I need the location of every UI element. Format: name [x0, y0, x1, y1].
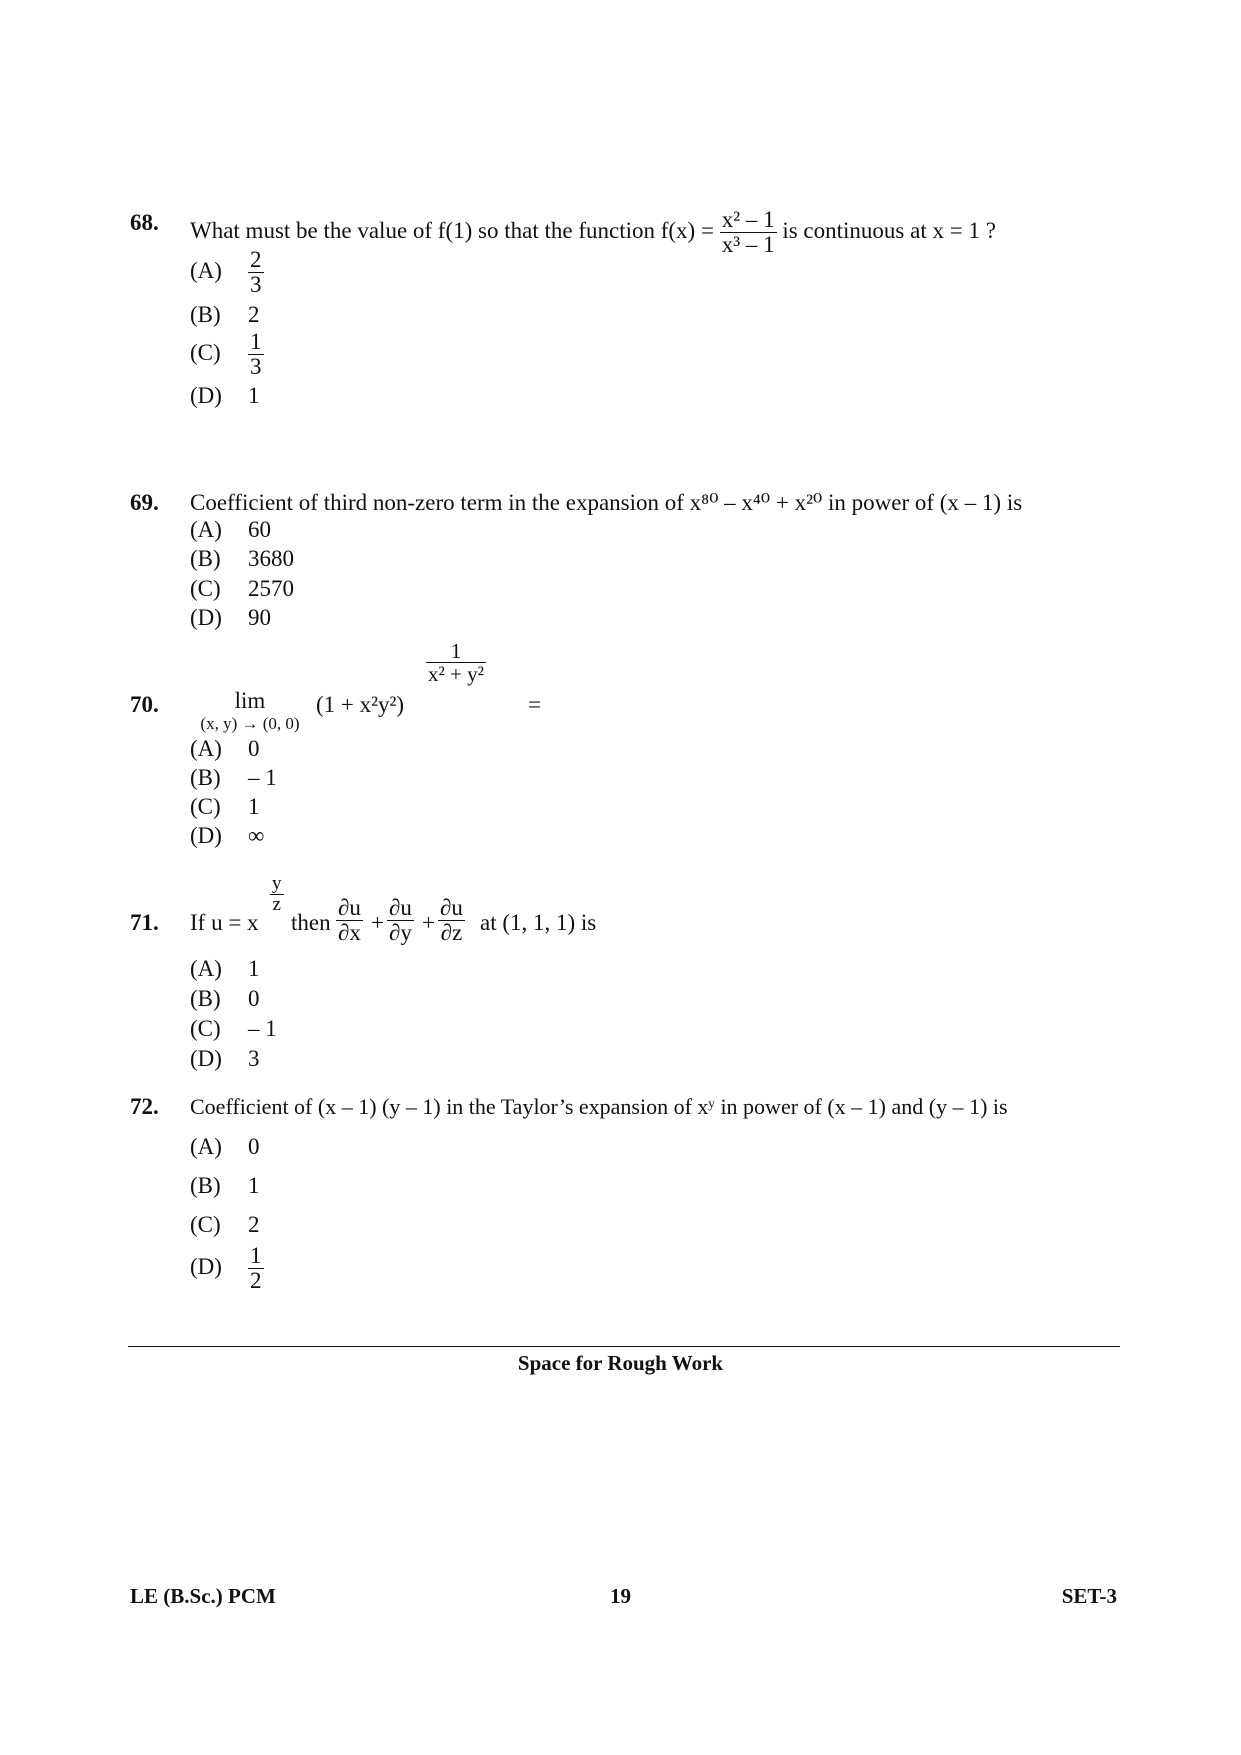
option-a — [190, 736, 260, 762]
stem-fraction — [720, 208, 777, 257]
option-a — [190, 956, 260, 982]
option-c — [190, 576, 294, 602]
partial-numerator: ∂u — [338, 895, 361, 920]
question-stem — [190, 208, 996, 257]
option-text: 2 — [248, 302, 260, 327]
stem-text-continued: at (1, 1, 1) is — [480, 910, 597, 935]
fraction-denominator: 2 — [250, 1268, 262, 1294]
option-text: 0 — [248, 986, 260, 1011]
option-text: 2570 — [248, 576, 294, 601]
option-text: ∞ — [248, 823, 265, 848]
option-text: – 1 — [248, 765, 277, 790]
option-b — [190, 302, 260, 328]
option-text: 1 — [248, 794, 260, 819]
partial-numerator: ∂u — [389, 895, 412, 920]
partial-y — [387, 896, 414, 945]
footer-left: LE (B.Sc.) PCM — [130, 1584, 276, 1608]
option-label: (D) — [190, 605, 222, 630]
option-label: (C) — [190, 339, 221, 365]
question-number: 70. — [130, 692, 159, 717]
stem-then: then — [291, 910, 331, 935]
exponent-denominator: x² + y² — [428, 662, 484, 687]
plus-sign: + — [422, 910, 435, 935]
rough-work-divider — [128, 1346, 1120, 1347]
option-label: (A) — [190, 1134, 222, 1159]
option-label: (D) — [190, 823, 222, 848]
exponent-numerator: 1 — [426, 640, 486, 663]
option-text: 1 — [248, 1173, 260, 1198]
option-label: (D) — [190, 383, 222, 408]
question-number: 71. — [130, 910, 159, 935]
option-a — [190, 1134, 260, 1160]
fraction-denominator: 3 — [250, 354, 262, 380]
option-c — [190, 1016, 277, 1042]
option-label: (D) — [190, 1046, 222, 1071]
question-number: 68. — [130, 210, 159, 235]
question-number: 72. — [130, 1094, 159, 1119]
partial-denominator: ∂x — [338, 920, 361, 946]
question-stem — [190, 874, 790, 944]
partial-denominator: ∂z — [440, 920, 463, 946]
option-text: 90 — [248, 605, 271, 630]
option-b — [190, 1173, 260, 1199]
limit-subscript: (x, y) → (0, 0) — [200, 714, 300, 733]
stem-if-text: If u = x — [190, 910, 259, 935]
option-c — [190, 794, 260, 820]
option-label: (B) — [190, 1173, 221, 1198]
option-label: (B) — [190, 986, 221, 1011]
option-d — [190, 1244, 264, 1293]
option-label: (A) — [190, 257, 222, 283]
question-stem: Coefficient of (x – 1) (y – 1) in the Taylor’s expansion of xʸ in power of (x – 1) and (y – 1) is — [190, 1094, 1008, 1119]
option-label: (B) — [190, 302, 221, 327]
option-a — [190, 517, 271, 543]
option-label: (A) — [190, 956, 222, 981]
option-label: (B) — [190, 546, 221, 571]
power-numerator: y — [272, 873, 282, 894]
limit-expression: (1 + x²y²) — [316, 692, 405, 717]
question-number: 69. — [130, 490, 159, 515]
option-fraction — [248, 1244, 264, 1293]
option-b — [190, 986, 260, 1012]
equals-sign: = — [528, 692, 541, 717]
option-a — [190, 248, 264, 297]
option-label: (A) — [190, 736, 222, 761]
option-fraction — [248, 248, 264, 297]
stem-if — [190, 910, 259, 936]
option-label: (D) — [190, 1253, 222, 1279]
page-number: 19 — [610, 1584, 631, 1608]
question-stem: Coefficient of third non-zero term in the expansion of x⁸⁰ – x⁴⁰ + x²⁰ in power of (x – 1) is — [190, 490, 1023, 515]
power-fraction — [270, 874, 284, 915]
option-label: (C) — [190, 576, 221, 601]
option-text: 3 — [248, 1046, 260, 1071]
option-text: 0 — [248, 1134, 260, 1159]
partial-denominator: ∂y — [389, 920, 412, 946]
footer-right: SET-3 — [1061, 1584, 1117, 1608]
limit-operator — [190, 688, 310, 734]
option-b — [190, 546, 294, 572]
fraction-numerator: 2 — [250, 247, 262, 272]
option-d — [190, 605, 271, 631]
option-text: 1 — [248, 956, 260, 981]
fraction-numerator: x² – 1 — [721, 207, 775, 232]
option-label: (A) — [190, 517, 222, 542]
option-text: – 1 — [248, 1016, 277, 1041]
option-text: 2 — [248, 1212, 260, 1237]
plus-sign: + — [371, 910, 384, 935]
power-denominator: z — [272, 893, 281, 915]
option-b — [190, 765, 277, 791]
fraction-numerator: 1 — [250, 1243, 262, 1268]
option-c — [190, 1212, 260, 1238]
option-c — [190, 330, 264, 379]
stem-text-continued: is continuous at x = 1 ? — [782, 217, 996, 243]
partial-x — [336, 896, 363, 945]
fraction-numerator: 1 — [250, 329, 262, 354]
option-fraction — [248, 330, 264, 379]
partial-numerator: ∂u — [440, 895, 463, 920]
fraction-denominator: x³ – 1 — [721, 232, 775, 258]
partial-z — [438, 896, 465, 945]
option-text: 60 — [248, 517, 271, 542]
question-stem — [190, 639, 790, 733]
option-label: (C) — [190, 794, 221, 819]
option-label: (B) — [190, 765, 221, 790]
stem-text: What must be the value of f(1) so that the function f(x) = — [190, 217, 714, 243]
option-text: 0 — [248, 736, 260, 761]
option-d — [190, 383, 260, 409]
rough-work-heading: Space for Rough Work — [517, 1351, 724, 1375]
option-d — [190, 1046, 260, 1072]
option-d — [190, 823, 264, 849]
option-label: (C) — [190, 1212, 221, 1237]
limit-exponent — [426, 640, 486, 685]
option-text: 3680 — [248, 546, 294, 571]
fraction-denominator: 3 — [250, 272, 262, 298]
option-label: (C) — [190, 1016, 221, 1041]
limit-word: lim — [234, 688, 266, 713]
option-text: 1 — [248, 383, 260, 408]
